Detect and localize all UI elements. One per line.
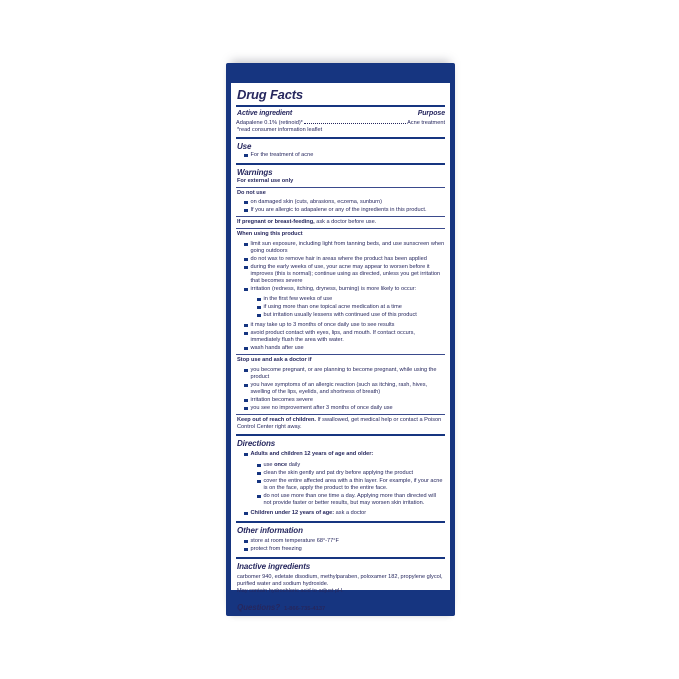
bullet-square-icon (244, 453, 248, 457)
section-divider (236, 105, 445, 107)
stop-use-heading: Stop use and ask a doctor if (237, 357, 312, 363)
when-using-subitem: in the first few weeks of use (236, 296, 445, 303)
ingredient-name: Adapalene 0.1% (retinoid)* (236, 120, 303, 126)
stop-use-item: irritation becomes severe (236, 397, 445, 404)
stop-use-item: you see no improvement after 3 months of once daily use (236, 405, 445, 412)
active-ingredient-heading: Active ingredient (237, 110, 293, 117)
bullet-square-icon (257, 495, 261, 499)
section-divider (236, 521, 445, 523)
bullet-square-icon (257, 298, 261, 302)
when-using-item: irritation (redness, itching, dryness, burning) is more likely to occur: (236, 286, 445, 293)
do-not-use-heading: Do not use (237, 190, 266, 196)
pregnant-warning: If pregnant or breast-feeding, ask a doctor before use. (237, 219, 377, 225)
do-not-use-item: If you are allergic to adapalene or any of the ingredients in this product. (236, 207, 445, 214)
ingredient-purpose: Acne treatment (407, 120, 445, 126)
warnings-heading: Warnings (237, 168, 273, 177)
bullet-square-icon (244, 540, 248, 544)
dotted-leader (304, 118, 406, 124)
active-ingredient-row (236, 118, 445, 127)
when-using-subitem: if using more than one topical acne medication at a time (236, 304, 445, 311)
section-divider (236, 434, 445, 436)
directions-children: Children under 12 years of age: ask a doctor (236, 510, 445, 517)
external-use-only: For external use only (237, 178, 294, 184)
directions-item: use once daily (236, 462, 445, 469)
inactive-ingredients-heading: Inactive ingredients (237, 562, 311, 571)
bullet-square-icon (244, 201, 248, 205)
inactive-ingredients-text: carbomer 940, edetate disodium, methylparaben, poloxamer 182, propylene glycol, purified water and sodium hydroxide. (237, 574, 443, 587)
bullet-square-icon (244, 332, 248, 336)
stop-use-item: you have symptoms of an allergic reaction (such as itching, rash, hives, swelling of the lips, eyelids, and shortness of breath) (236, 382, 445, 396)
bullet-square-icon (244, 512, 248, 516)
directions-item: cover the entire affected area with a thin layer. For example, if your acne is on the face, apply the product to the entire face. (236, 478, 445, 492)
directions-heading: Directions (237, 439, 276, 448)
bullet-square-icon (244, 324, 248, 328)
stop-use-item: you become pregnant, or are planning to become pregnant, while using the product (236, 367, 445, 381)
bullet-square-icon (244, 154, 248, 158)
bullet-square-icon (257, 464, 261, 468)
bullet-square-icon (257, 472, 261, 476)
bullet-square-icon (244, 407, 248, 411)
bullet-square-icon (257, 314, 261, 318)
questions-phone: 1-866-735-4137 (284, 606, 326, 612)
questions-row (236, 602, 445, 613)
bullet-square-icon (244, 399, 248, 403)
section-divider (236, 163, 445, 165)
inactive-ingredients-note: May contain hydrochloric acid to adjust pH. (237, 588, 344, 594)
bullet-square-icon (244, 369, 248, 373)
other-information-item: store at room temperature 68°-77°F (236, 538, 445, 545)
subsection-divider (236, 228, 445, 229)
subsection-divider (236, 216, 445, 217)
use-item: For the treatment of acne (236, 152, 445, 159)
subsection-divider (236, 354, 445, 355)
when-using-item: during the early weeks of use, your acne may appear to worsen before it improves (this is normal); continue using as directed, unless you get irritation that becomes severe (236, 264, 445, 285)
questions-heading: Questions? (237, 603, 281, 612)
bullet-square-icon (244, 266, 248, 270)
bullet-square-icon (257, 306, 261, 310)
bullet-square-icon (244, 548, 248, 552)
use-heading: Use (237, 142, 252, 151)
bullet-square-icon (257, 480, 261, 484)
do-not-use-item: on damaged skin (cuts, abrasions, eczema, sunburn) (236, 199, 445, 206)
when-using-item: avoid product contact with eyes, lips, and mouth. If contact occurs, immediately flush the area with water. (236, 330, 445, 344)
when-using-item: do not wax to remove hair in areas where the product has been applied (236, 256, 445, 263)
bullet-square-icon (244, 347, 248, 351)
bullet-square-icon (244, 209, 248, 213)
section-divider (236, 557, 445, 559)
bullet-square-icon (244, 258, 248, 262)
subsection-divider (236, 187, 445, 188)
when-using-subitem: but irritation usually lessens with continued use of this product (236, 312, 445, 319)
when-using-item: wash hands after use (236, 345, 445, 352)
section-divider (236, 598, 445, 600)
ingredient-footnote: *read consumer information leaflet (237, 127, 323, 133)
directions-item: do not use more than one time a day. Applying more than directed will not provide faster or better results, but may worsen skin irritation. (236, 493, 445, 507)
directions-adults-heading: Adults and children 12 years of age and older: (236, 451, 445, 458)
drug-facts-title: Drug Facts (237, 87, 303, 102)
section-active-ingredient (236, 109, 445, 118)
section-divider (236, 137, 445, 139)
subsection-divider (236, 414, 445, 415)
purpose-heading: Purpose (417, 110, 445, 117)
when-using-item: limit sun exposure, including light from tanning beds, and use sunscreen when going outdoors (236, 241, 445, 255)
other-information-item: protect from freezing (236, 546, 445, 553)
bullet-square-icon (244, 384, 248, 388)
drug-facts-label (226, 63, 455, 616)
bullet-square-icon (244, 288, 248, 292)
drug-facts-panel (231, 83, 450, 612)
when-using-item: it may take up to 3 months of once daily use to see results (236, 322, 445, 329)
directions-item: clean the skin gently and pat dry before applying the product (236, 470, 445, 477)
bullet-square-icon (244, 243, 248, 247)
other-information-heading: Other information (237, 526, 303, 535)
when-using-heading: When using this product (237, 231, 303, 237)
keep-out-of-reach: Keep out of reach of children. If swallowed, get medical help or contact a Poison Control Center right away. (237, 417, 442, 430)
